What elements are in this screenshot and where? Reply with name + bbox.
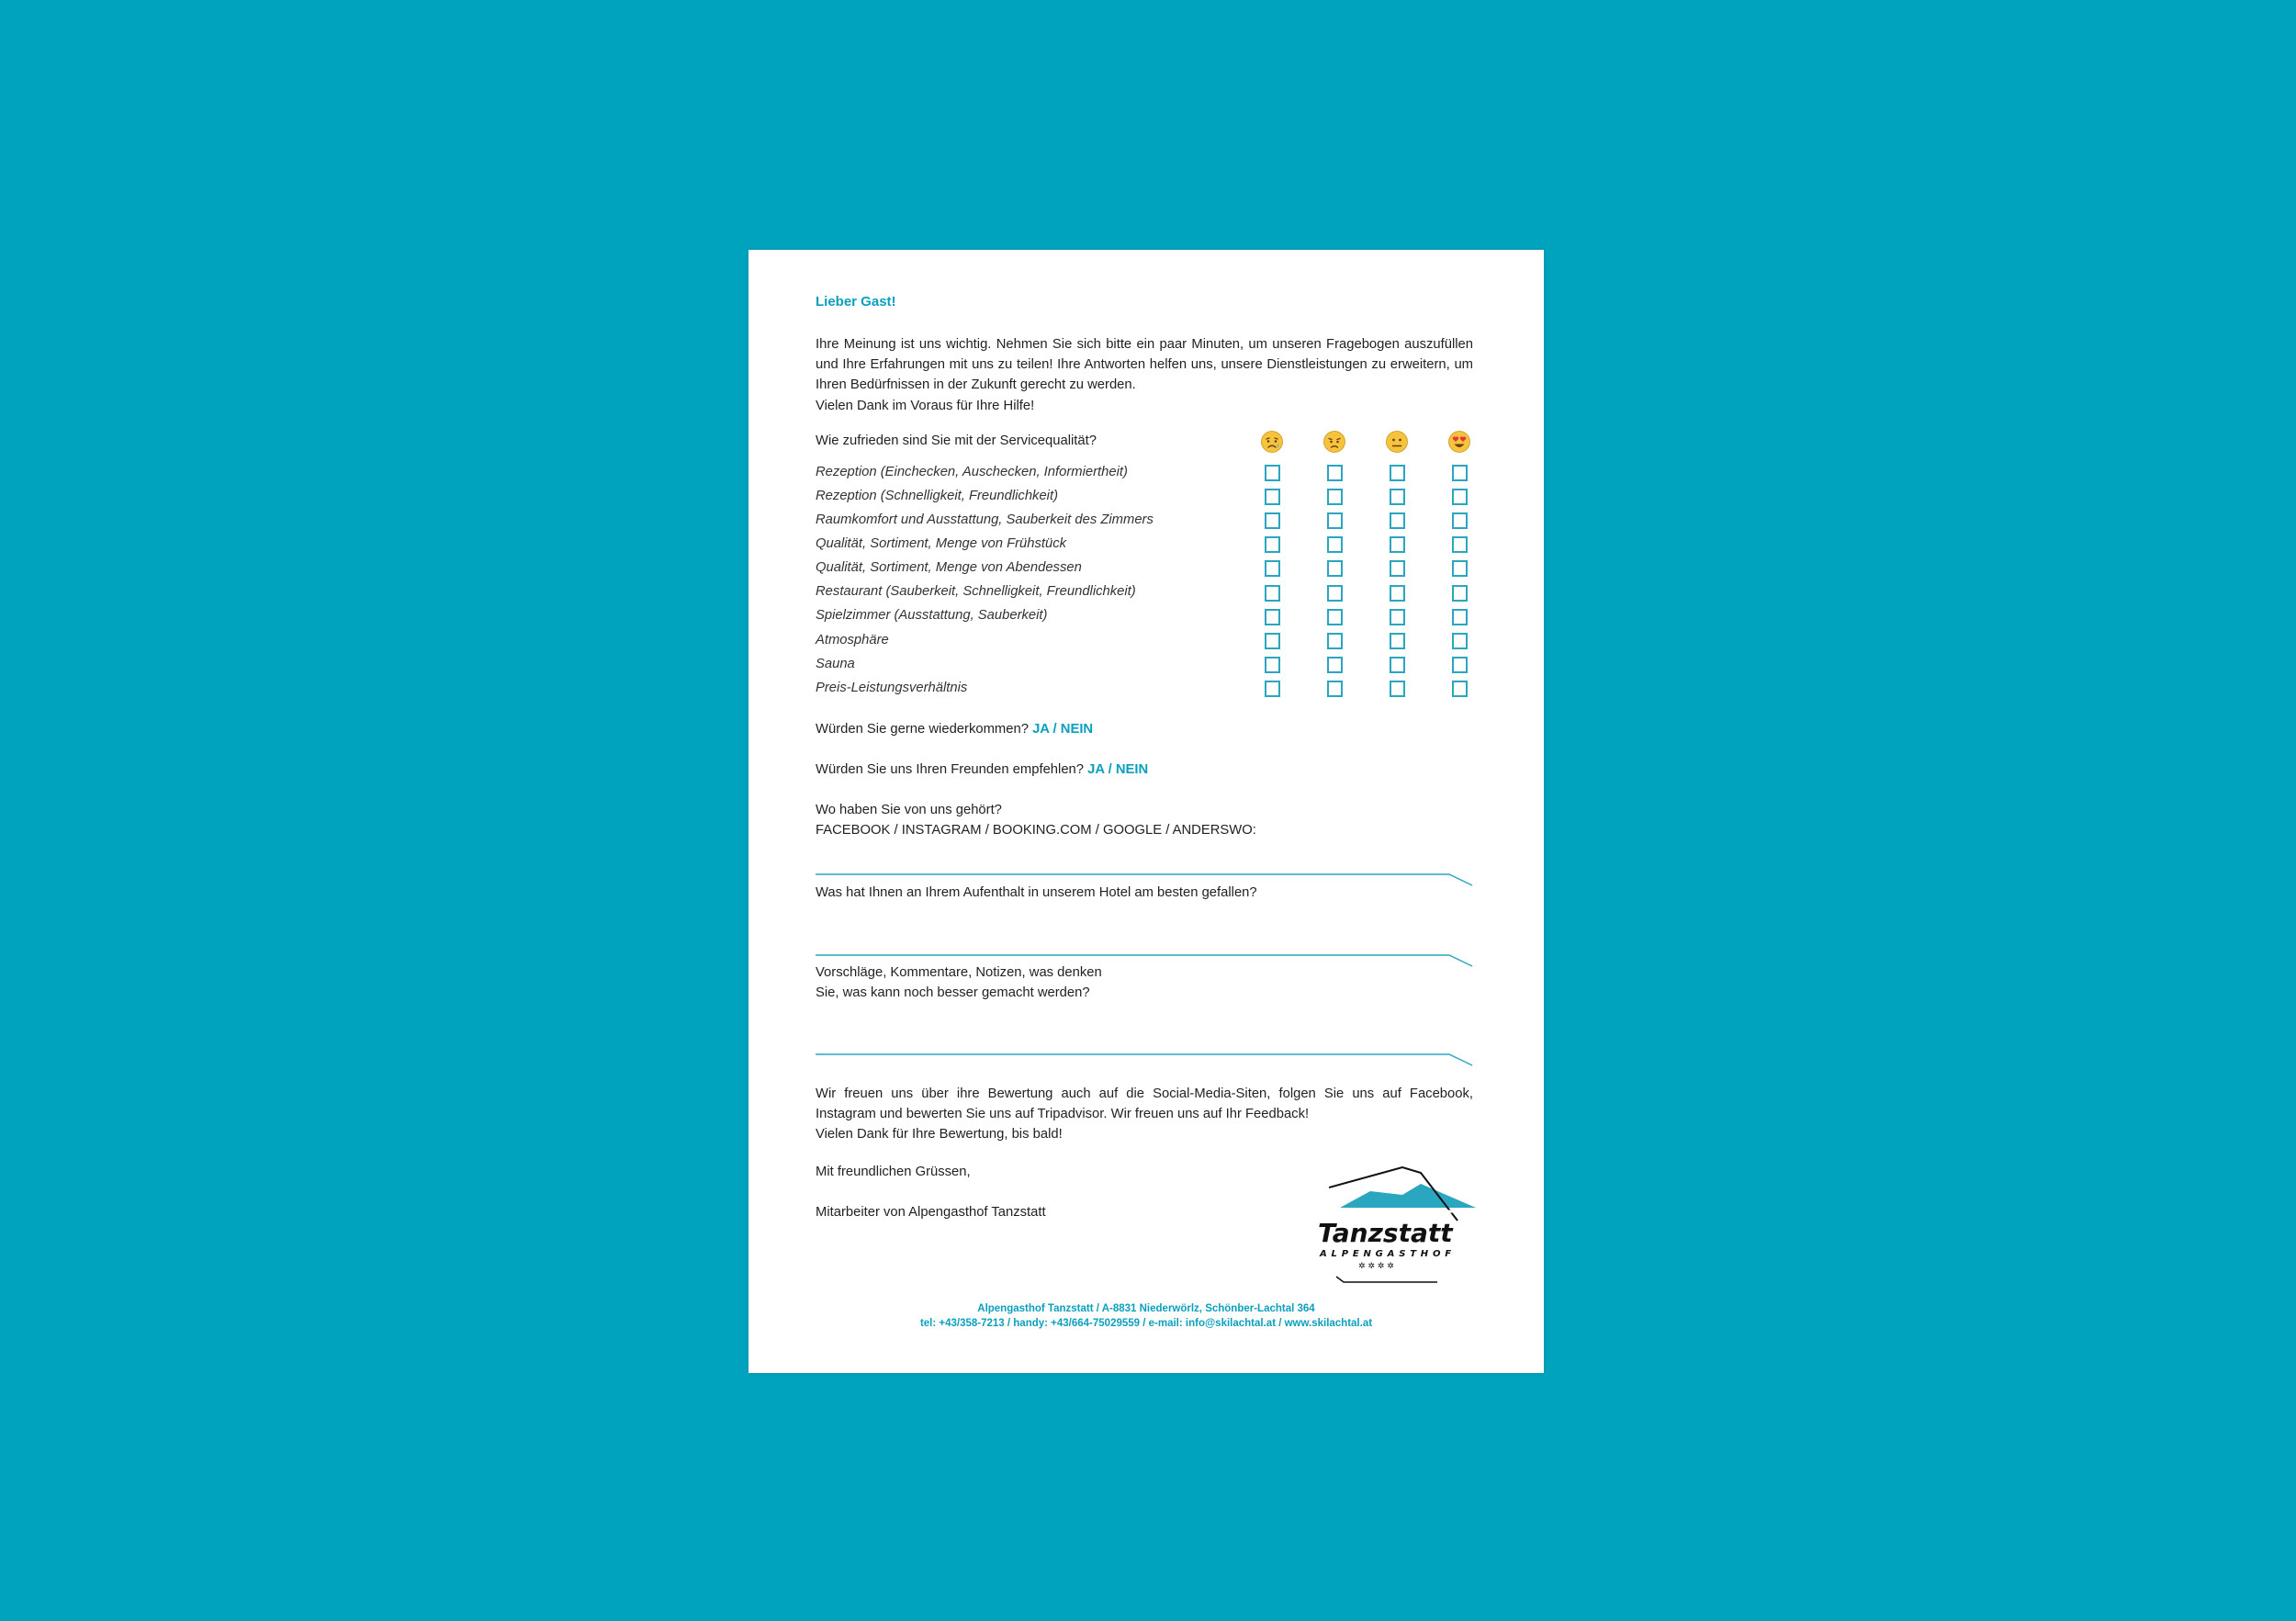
rating-checkbox[interactable] <box>1452 657 1468 673</box>
closing-text <box>816 1084 1473 1144</box>
suggest-question-line2: Sie, was kann noch besser gemacht werden? <box>816 985 1090 1000</box>
rating-checkbox[interactable] <box>1265 512 1280 529</box>
liked-question: Was hat Ihnen an Ihrem Aufenthalt in unserem Hotel am besten gefallen? <box>816 885 1257 900</box>
rating-checkbox[interactable] <box>1452 512 1468 529</box>
intro-text <box>816 334 1473 416</box>
rating-checkbox[interactable] <box>1390 560 1405 577</box>
closing-thanks: Vielen Dank für Ihre Bewertung, bis bald! <box>816 1127 1063 1142</box>
return-question <box>816 722 1093 737</box>
rating-checkbox[interactable] <box>1390 536 1405 553</box>
suggest-question-line1: Vorschläge, Kommentare, Notizen, was denken <box>816 965 1102 980</box>
rating-checkbox[interactable] <box>1265 489 1280 505</box>
rating-checkbox[interactable] <box>1452 560 1468 577</box>
logo-underline-icon <box>1336 1275 1446 1284</box>
footer-address: Alpengasthof Tanzstatt / A-8831 Niederwörlz, Schönber-Lachtal 364 <box>977 1303 1315 1314</box>
neutral-face-icon <box>1385 430 1409 454</box>
rating-checkbox[interactable] <box>1327 512 1343 529</box>
rating-item-label: Raumkomfort und Ausstattung, Sauberkeit des Zimmers <box>816 512 1154 527</box>
closing-paragraph: Wir freuen uns über ihre Bewertung auch auf die Social-Media-Siten, folgen Sie uns auf Facebook, Instagram und bewerten Sie uns auf Tripadvisor. Wir freuen uns auf Ihr Feedback! <box>816 1086 1473 1121</box>
rating-checkbox[interactable] <box>1390 512 1405 529</box>
rating-checkbox[interactable] <box>1265 633 1280 649</box>
rating-checkbox[interactable] <box>1390 585 1405 602</box>
intro-paragraph: Ihre Meinung ist uns wichtig. Nehmen Sie sich bitte ein paar Minuten, um unseren Fragebogen auszufüllen und Ihre Erfahrungen mit uns zu teilen! Ihre Antworten helfen uns, unsere Dienstleistungen zu erweitern, um Ihren Bedürfnissen in der Zukunft gerecht zu werden. <box>816 337 1473 393</box>
rating-item-label: Rezeption (Schnelligkeit, Freundlichkeit) <box>816 489 1059 503</box>
logo-name: Tanzstatt <box>1318 1218 1453 1248</box>
rating-checkbox[interactable] <box>1390 657 1405 673</box>
rating-checkbox[interactable] <box>1327 489 1343 505</box>
rating-checkbox[interactable] <box>1452 633 1468 649</box>
rating-item-label: Rezeption (Einchecken, Auschecken, Informiertheit) <box>816 465 1128 479</box>
rating-checkbox[interactable] <box>1327 681 1343 697</box>
rating-checkbox[interactable] <box>1452 585 1468 602</box>
rating-checkbox[interactable] <box>1265 681 1280 697</box>
heard-options[interactable]: FACEBOOK / INSTAGRAM / BOOKING.COM / GOOGLE / ANDERSWO: <box>816 823 1256 838</box>
rating-checkbox[interactable] <box>1390 681 1405 697</box>
rating-checkbox[interactable] <box>1452 536 1468 553</box>
rating-checkbox[interactable] <box>1390 609 1405 625</box>
rating-checkbox[interactable] <box>1265 465 1280 481</box>
rating-checkbox[interactable] <box>1265 609 1280 625</box>
sad-tear-face-icon <box>1260 430 1284 454</box>
rating-checkbox[interactable] <box>1265 536 1280 553</box>
feedback-sheet <box>748 250 1544 1373</box>
rating-checkbox[interactable] <box>1452 681 1468 697</box>
intro-thanks: Vielen Dank im Voraus für Ihre Hilfe! <box>816 398 1035 413</box>
greeting: Lieber Gast! <box>816 294 896 310</box>
rating-item-label: Qualität, Sortiment, Menge von Frühstück <box>816 536 1067 551</box>
rating-item-label: Atmosphäre <box>816 633 889 647</box>
rating-checkbox[interactable] <box>1390 489 1405 505</box>
rating-checkbox[interactable] <box>1452 465 1468 481</box>
rating-checkbox[interactable] <box>1452 609 1468 625</box>
recommend-question <box>816 762 1148 777</box>
signature: Mitarbeiter von Alpengasthof Tanzstatt <box>816 1205 1046 1220</box>
worried-face-icon <box>1322 430 1346 454</box>
rating-item-label: Restaurant (Sauberkeit, Schnelligkeit, Freundlichkeit) <box>816 584 1136 599</box>
heart-eyes-face-icon <box>1447 430 1471 454</box>
logo-stars: ✲ ✲ ✲ ✲ <box>1358 1262 1394 1271</box>
rating-checkbox[interactable] <box>1265 585 1280 602</box>
logo-subtitle: ALPENGASTHOF <box>1320 1249 1456 1259</box>
mountain-logo-icon <box>1329 1162 1485 1222</box>
rating-checkbox[interactable] <box>1327 536 1343 553</box>
regards: Mit freundlichen Grüssen, <box>816 1165 971 1179</box>
rating-item-label: Spielzimmer (Ausstattung, Sauberkeit) <box>816 608 1048 623</box>
rating-checkbox[interactable] <box>1327 657 1343 673</box>
rating-checkbox[interactable] <box>1390 633 1405 649</box>
rating-checkbox[interactable] <box>1265 560 1280 577</box>
rating-checkbox[interactable] <box>1390 465 1405 481</box>
rating-item-label: Preis-Leistungsverhältnis <box>816 681 968 695</box>
recommend-answer-options[interactable]: JA / NEIN <box>1087 762 1149 777</box>
answer-line[interactable] <box>816 1053 1477 1067</box>
recommend-question-text: Würden Sie uns Ihren Freunden empfehlen? <box>816 762 1085 777</box>
rating-item-label: Qualität, Sortiment, Menge von Abendessen <box>816 560 1082 575</box>
footer-contact: tel: +43/358-7213 / handy: +43/664-75029559 / e-mail: info@skilachtal.at / www.skilachtal.at <box>919 1318 1373 1329</box>
rating-checkbox[interactable] <box>1327 633 1343 649</box>
heard-question: Wo haben Sie von uns gehört? <box>816 803 1002 817</box>
return-answer-options[interactable]: JA / NEIN <box>1032 722 1094 737</box>
rating-checkbox[interactable] <box>1327 465 1343 481</box>
rating-checkbox[interactable] <box>1452 489 1468 505</box>
rating-checkbox[interactable] <box>1327 560 1343 577</box>
return-question-text: Würden Sie gerne wiederkommen? <box>816 722 1029 737</box>
footer <box>748 1301 1544 1331</box>
rating-question: Wie zufrieden sind Sie mit der Servicequalität? <box>816 433 1097 448</box>
rating-checkbox[interactable] <box>1265 657 1280 673</box>
rating-checkbox[interactable] <box>1327 585 1343 602</box>
rating-item-label: Sauna <box>816 657 855 671</box>
rating-checkbox[interactable] <box>1327 609 1343 625</box>
